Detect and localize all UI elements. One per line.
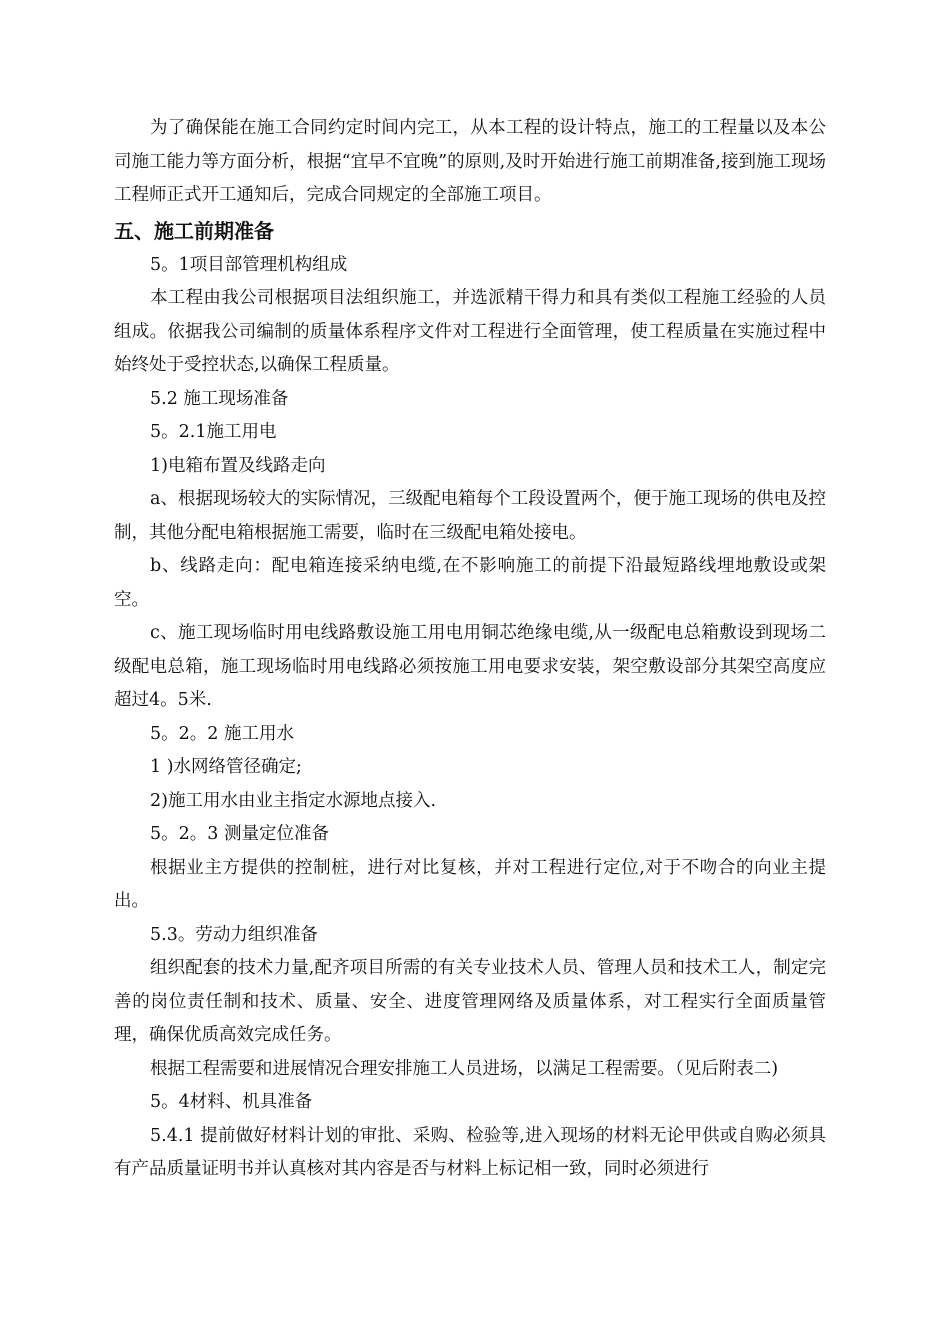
paragraph-5-3-2: 根据工程需要和进展情况合理安排施工人员进场，以满足工程需要。（见后附表二) (150, 1058, 779, 1079)
subsection-title-5-2-3: 5。2。3 测量定位准备 (150, 824, 329, 844)
subsection-title-5-3: 5.3。劳动力组织准备 (150, 924, 318, 945)
paragraph-5-3-1: 组织配套的技术力量,配齐项目所需的有关专业技术人员、管理人员和技术工人，制定完善的岗位责任制和技术、质量、安全、进度管理网络及质量体系，对工程实行全面质量管理，确保优质高效完成任务。 (114, 958, 826, 1045)
paragraph-5-2-1-a: a、根据现场较大的实际情况，三级配电箱每个工段设置两个，便于施工现场的供电及控制，其他分配电箱根据施工需要，临时在三级配电箱处接电。 (114, 489, 826, 543)
section-heading: 五、施工前期准备 (114, 218, 274, 243)
subsection-title-5-1: 5。1项目部管理机构组成 (150, 254, 348, 275)
paragraph-5-2-1-b: b、线路走向：配电箱连接采纳电缆,在不影响施工的前提下沿最短路线埋地敷设或架空。 (114, 556, 826, 610)
subsection-title-5-2-1: 5。2.1施工用电 (150, 422, 277, 442)
paragraph-5-4-1: 5.4.1 提前做好材料计划的审批、采购、检验等,进入现场的材料无论甲供或自购必须具有产品质量证明书并认真核对其内容是否与材料上标记相一致，同时必须进行 (114, 1125, 826, 1179)
subsection-title-5-2-2: 5。2。2 施工用水 (150, 723, 294, 744)
intro-paragraph: 为了确保能在施工合同约定时间内完工，从本工程的设计特点，施工的工程量以及本公司施工能力等方面分析，根据“宜早不宜晚”的原则,及时开始进行施工前期准备,接到施工现场工程师正式开工通知后，完成合同规定的全部施工项目。 (114, 118, 826, 205)
subsection-title-5-2: 5.2 施工现场准备 (150, 388, 289, 409)
list-item-5-2-1-1: 1)电箱布置及线路走向 (150, 455, 326, 476)
paragraph-5-1: 本工程由我公司根据项目法组织施工，并选派精干得力和具有类似工程施工经验的人员组成。依据我公司编制的质量体系程序文件对工程进行全面管理，使工程质量在实施过程中始终处于受控状态,以确保工程质量。 (114, 288, 826, 375)
subsection-title-5-4: 5。4材料、机具准备 (150, 1092, 313, 1112)
paragraph-5-2-1-c: c、施工现场临时用电线路敷设施工用电用铜芯绝缘电缆,从一级配电总箱敷设到现场二级配电总箱，施工现场临时用电线路必须按施工用电要求安装，架空敷设部分其架空高度应超过4。5米. (114, 623, 826, 710)
list-item-5-2-2-1: 1 )水网络管径确定; (150, 757, 302, 777)
list-item-5-2-2-2: 2)施工用水由业主指定水源地点接入. (150, 790, 437, 811)
document-page (114, 112, 826, 1187)
paragraph-5-2-3: 根据业主方提供的控制桩，进行对比复核，并对工程进行定位,对于不吻合的向业主提出。 (114, 857, 826, 911)
